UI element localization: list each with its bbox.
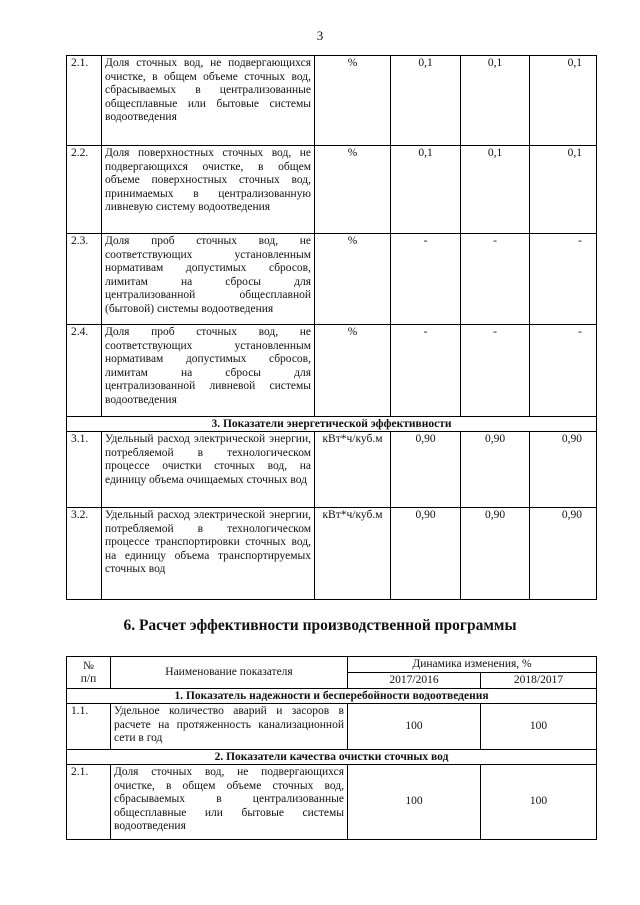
- row-number: 3.1.: [67, 432, 102, 508]
- row-value-1: 0,90: [391, 432, 461, 508]
- table-row: [67, 765, 597, 840]
- row-description: Удельный расход электрической энергии, потребляемой в технологическом процессе очистки сточных вод, на единицу объема очищаемых сточных вод: [102, 432, 315, 508]
- row-description: Доля сточных вод, не подвергающихся очистке, в общем объеме сточных вод, сбрасываемых в централизованные общесплавные или бытовые системы водоотведения: [102, 56, 315, 146]
- row-unit: %: [315, 56, 391, 146]
- page-number: 3: [316, 28, 324, 43]
- row-description: Удельное количество аварий и засоров в расчете на протяженность канализационной сети в год: [111, 704, 348, 750]
- table-row: [67, 146, 597, 234]
- row-unit: %: [315, 234, 391, 325]
- row-value-2: 0,90: [461, 432, 530, 508]
- row-number: 2.4.: [67, 325, 102, 417]
- row-number: 1.1.: [67, 704, 111, 750]
- section-title: 1. Показатель надежности и бесперебойности водоотведения: [67, 689, 597, 704]
- row-unit: %: [315, 325, 391, 417]
- row-value-1: 100: [348, 765, 481, 840]
- table-row: [67, 325, 597, 417]
- section-row: [67, 417, 597, 432]
- header-dynamics: Динамика изменения, %: [348, 657, 597, 673]
- row-value-3: -: [530, 234, 597, 325]
- row-value-1: 0,1: [391, 56, 461, 146]
- row-value-1: 0,1: [391, 146, 461, 234]
- table-row: [67, 432, 597, 508]
- row-number: 2.2.: [67, 146, 102, 234]
- efficiency-table: [66, 656, 597, 840]
- row-value-2: 100: [481, 704, 597, 750]
- row-value-1: 0,90: [391, 508, 461, 600]
- header-num: [67, 657, 111, 689]
- section-row: [67, 750, 597, 765]
- section-title: 2. Показатели качества очистки сточных вод: [67, 750, 597, 765]
- row-value-1: -: [391, 325, 461, 417]
- table-row: [67, 704, 597, 750]
- table-row: [67, 508, 597, 600]
- section-heading: 6. Расчет эффективности производственной программы: [123, 617, 517, 634]
- section-title: 3. Показатели энергетической эффективности: [67, 417, 597, 432]
- table-row: [67, 234, 597, 325]
- row-description: Удельный расход электрической энергии, потребляемой в технологическом процессе транспортировки сточных вод, на единицу объема транспортируемых сточных вод: [102, 508, 315, 600]
- row-value-2: 0,90: [461, 508, 530, 600]
- row-description: Доля сточных вод, не подвергающихся очистке, в общем объеме сточных вод, сбрасываемых в централизованные общесплавные или бытовые системы водоотведения: [111, 765, 348, 840]
- row-number: 2.3.: [67, 234, 102, 325]
- section-row: [67, 689, 597, 704]
- row-number: 2.1.: [67, 56, 102, 146]
- row-value-3: 0,90: [530, 432, 597, 508]
- header-name: Наименование показателя: [111, 657, 348, 689]
- row-unit: %: [315, 146, 391, 234]
- header-num-label: № п/п: [80, 659, 97, 685]
- row-value-3: -: [530, 325, 597, 417]
- header-col-2018-2017: 2018/2017: [481, 673, 597, 689]
- row-description: Доля проб сточных вод, не соответствующих установленным нормативам допустимых сбросов, лимитам на сбросы для централизованной ливневой системы водоотведения: [102, 325, 315, 417]
- row-number: 2.1.: [67, 765, 111, 840]
- row-value-3: 0,1: [530, 146, 597, 234]
- row-value-2: 100: [481, 765, 597, 840]
- row-number: 3.2.: [67, 508, 102, 600]
- row-unit: кВт*ч/куб.м: [315, 508, 391, 600]
- row-value-3: 0,90: [530, 508, 597, 600]
- row-description: Доля проб сточных вод, не соответствующих установленным нормативам допустимых сбросов, лимитам на сбросы для централизованной общесплавной (бытовой) системы водоотведения: [102, 234, 315, 325]
- row-value-2: -: [461, 325, 530, 417]
- row-value-3: 0,1: [530, 56, 597, 146]
- row-unit: кВт*ч/куб.м: [315, 432, 391, 508]
- row-value-1: -: [391, 234, 461, 325]
- row-description: Доля поверхностных сточных вод, не подвергающихся очистке, в общем объеме поверхностных сточных вод, принимаемых в централизованную ливневую систему водоотведения: [102, 146, 315, 234]
- row-value-2: 0,1: [461, 146, 530, 234]
- table-row: [67, 56, 597, 146]
- indicators-table: [66, 55, 597, 600]
- row-value-2: -: [461, 234, 530, 325]
- row-value-1: 100: [348, 704, 481, 750]
- row-value-2: 0,1: [461, 56, 530, 146]
- header-col-2017-2016: 2017/2016: [348, 673, 481, 689]
- table-header-row: [67, 657, 597, 673]
